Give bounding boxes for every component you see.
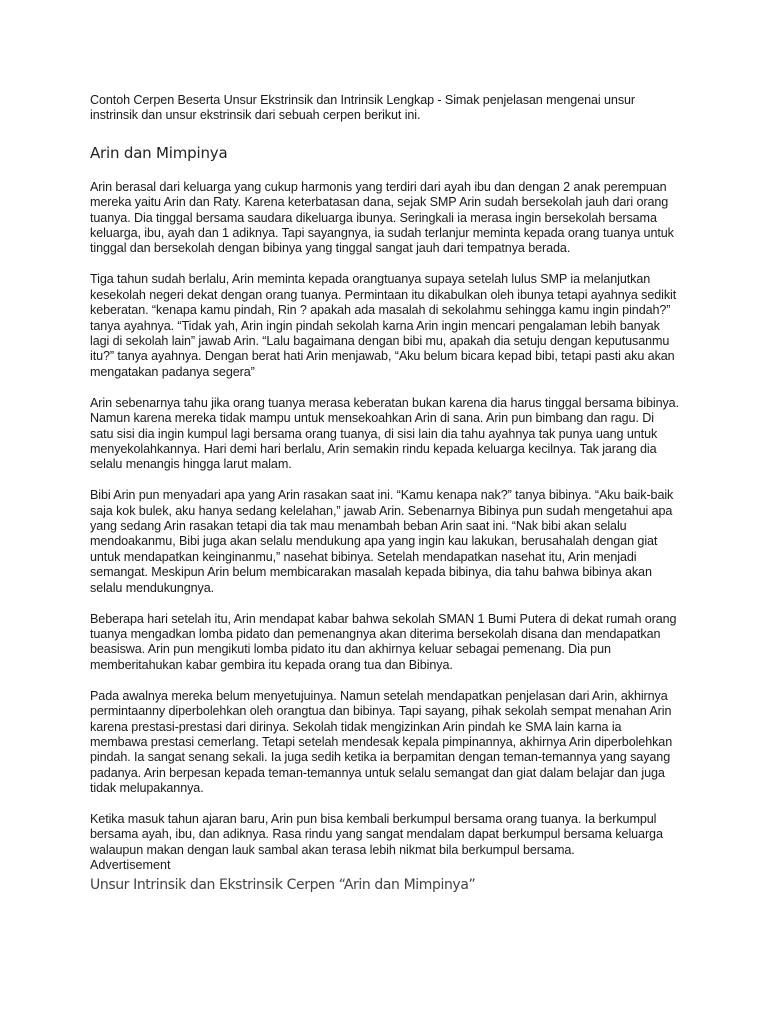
section-subheading: Unsur Intrinsik dan Ekstrinsik Cerpen “Arin dan Mimpinya” — [90, 876, 476, 893]
story-paragraph-3: Arin sebenarnya tahu jika orang tuanya merasa keberatan bukan karena dia harus tinggal bersama bibinya. Namun karena mereka tidak mampu untuk mensekoahkan Arin di sana. Arin pun bimbang dan ragu. Di satu sisi dia ingin kumpul lagi bersama orang tuanya, di sisi lain dia tahu ayahnya tak punya uang untuk menyekolahkannya. Hari demi hari berlalu, Arin semakin rindu kepada keluarga kecilnya. Tak jarang dia selalu menangis hingga larut malam. — [90, 395, 679, 472]
story-paragraph-5: Beberapa hari setelah itu, Arin mendapat kabar bahwa sekolah SMAN 1 Bumi Putera di dekat rumah orang tuanya mengadkan lomba pidato dan pemenangnya akan diterima bersekolah disana dan mendapatkan beasiswa. Arin pun mengikuti lomba pidato itu dan akhirnya keluar sebagai pemenang. Dia pun memberitahukan kabar gembira itu kepada orang tua dan Bibinya. — [90, 611, 677, 672]
intro-text: Contoh Cerpen Beserta Unsur Ekstrinsik dan Intrinsik Lengkap - Simak penjelasan mengenai unsur instrinsik dan unsur ekstrinsik dari sebuah cerpen berikut ini. — [90, 93, 636, 123]
story-paragraph-1: Arin berasal dari keluarga yang cukup harmonis yang terdiri dari ayah ibu dan dengan 2 anak perempuan mereka yaitu Arin dan Raty. Karena keterbatasan dana, sejak SMP Arin sudah bersekolah jauh dari orang tuanya. Dia tinggal bersama saudara dikeluarga ibunya. Seringkali ia merasa ingin bersekolah bersama keluarga, ibu, ayah dan 1 adiknya. Tapi sayangnya, ia sudah terlanjur meminta kepada orang tuanya untuk tinggal dan bersekolah dengan bibinya yang tinggal sangat jauh dari tempatnya berada. — [90, 179, 674, 256]
story-title: Arin dan Mimpinya — [90, 143, 228, 162]
story-paragraph-4: Bibi Arin pun menyadari apa yang Arin rasakan saat ini. “Kamu kenapa nak?” tanya bibinya. “Aku baik-baik saja kok bulek, aku hanya sedang kelelahan,” jawab Arin. Sebenarnya Bibinya pun sudah mengetahui apa yang sedang Arin rasakan tetapi dia tak mau menambah beban Arin saat ini. “Nak bibi akan selalu mendoakanmu, Bibi juga akan selalu mendukung apa yang ingin kau lakukan, berusahalah dengan giat untuk mendapatkan keinginanmu,” nasehat bibinya. Setelah mendapatkan nasehat itu, Arin menjadi semangat. Meskipun Arin belum membicarakan masalah kepada bibinya, dia tahu bahwa bibinya akan selalu mendukungnya. — [90, 488, 674, 595]
story-paragraph-6: Pada awalnya mereka belum menyetujuinya. Namun setelah mendapatkan penjelasan dari Arin, akhirnya permintaanny diperbolehkan oleh orangtua dan bibinya. Tapi sayang, pihak sekolah sempat menahan Arin karena prestasi-prestasi dari dirinya. Sekolah tidak mengizinkan Arin pindah ke SMA lain karna ia membawa prestasi cemerlang. Tetapi setelah mendesak kepala pimpinannya, akhirnya Arin diperbolehkan pindah. Ia sangat senang sekali. Ia juga sedih ketika ia berpamitan dengan teman-temannya yang sayang padanya. Arin berpesan kepada teman-temannya untuk selalu semangat dan giat dalam belajar dan juga tidak melupakannya. — [90, 688, 673, 796]
story-paragraph-7: Ketika masuk tahun ajaran baru, Arin pun bisa kembali berkumpul bersama orang tuanya. Ia berkumpul bersama ayah, ibu, dan adiknya. Rasa rindu yang sangat mendalam dapat berkumpul bersama keluarga walaupun makan dengan lauk sambal akan terasa lebih nikmat bila berkumpul bersama. — [90, 812, 663, 857]
document-page — [90, 93, 680, 895]
story-paragraph-2: Tiga tahun sudah berlalu, Arin meminta kepada orangtuanya supaya setelah lulus SMP ia melanjutkan kesekolah negeri dekat dengan orang tuanya. Permintaan itu dikabulkan oleh ibunya tetapi ayahnya sedikit keberatan. “kenapa kamu pindah, Rin ? apakah ada masalah di sekolahmu sehingga kamu ingin pindah?” tanya ayahnya. “Tidak yah, Arin ingin pindah sekolah karna Arin ingin mencari pengalaman lebih banyak lagi di sekolah lain” jawab Arin. “Lalu bagaimana dengan bibi mu, apakah dia setuju dengan keputusanmu itu?” tanya ayahnya. Dengan berat hati Arin menjawab, “Aku belum bicara kepad bibi, tetapi pasti aku akan mengatakan padanya segera” — [90, 272, 677, 379]
advertisement-label: Advertisement — [90, 858, 171, 873]
